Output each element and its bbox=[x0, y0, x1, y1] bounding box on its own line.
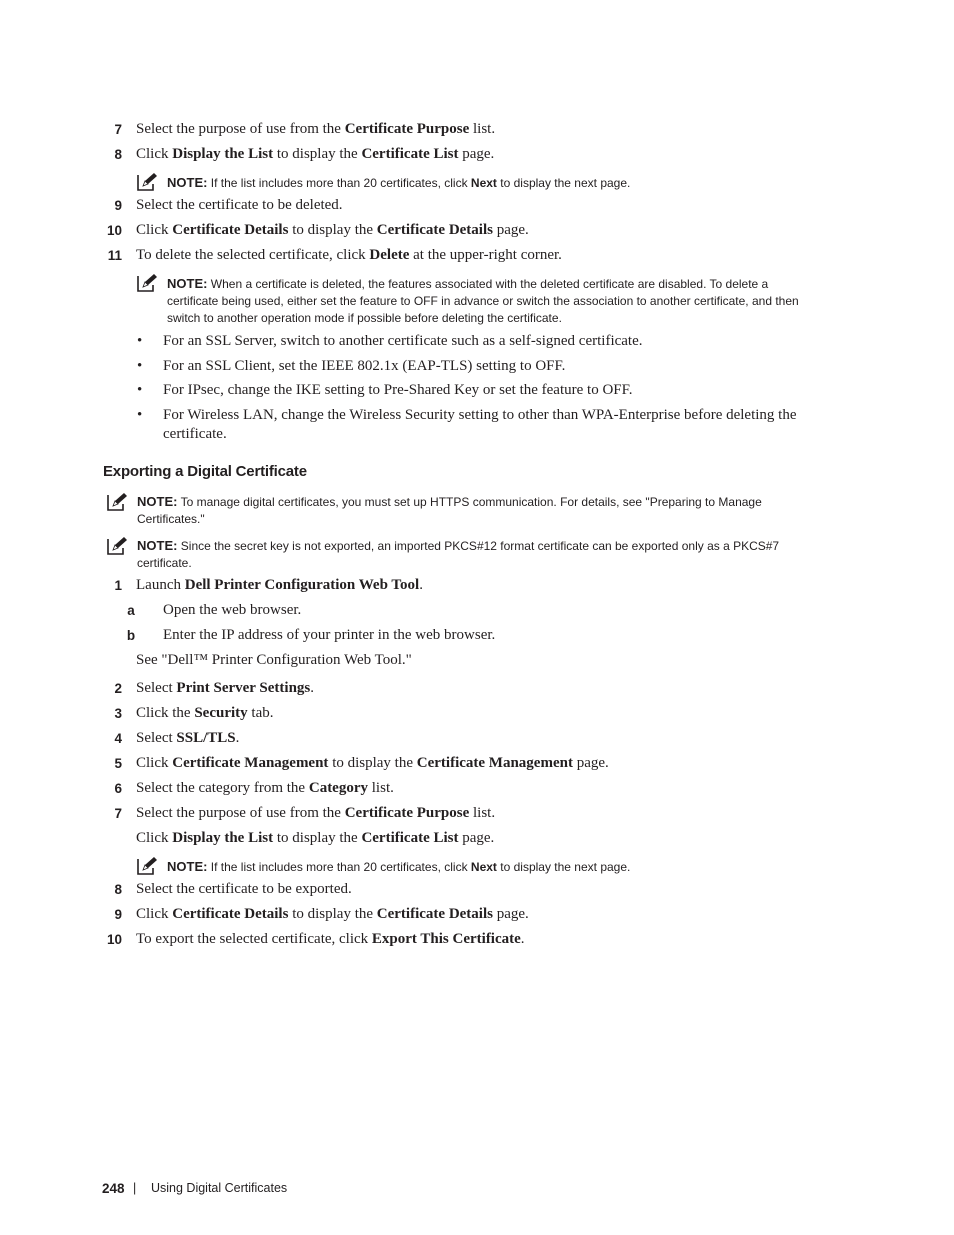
note-text-line: Certificates." bbox=[137, 512, 205, 526]
step-number: 10 bbox=[106, 932, 122, 947]
step-number: 2 bbox=[114, 681, 122, 696]
text-run: Launch bbox=[136, 577, 185, 593]
step-text bbox=[136, 145, 494, 164]
note-text bbox=[207, 176, 630, 190]
bullet-symbol: • bbox=[137, 382, 143, 398]
text-run: Select the certificate to be deleted. bbox=[136, 197, 343, 213]
emphasized-term: Certificate Details bbox=[172, 906, 289, 922]
emphasized-term: Category bbox=[308, 780, 369, 796]
step-text bbox=[136, 221, 529, 240]
text-run: Click the bbox=[136, 705, 195, 721]
emphasized-term: Certificate List bbox=[361, 830, 459, 846]
step-text bbox=[136, 120, 495, 139]
step-text bbox=[136, 930, 525, 949]
note-text-line: switch to another operation mode if possible before deleting the certificate. bbox=[167, 311, 562, 325]
note-pencil-icon bbox=[137, 857, 157, 875]
step-text bbox=[136, 779, 394, 798]
text-run: to display the bbox=[273, 146, 362, 162]
text-run: list. bbox=[368, 780, 394, 796]
text-run: . bbox=[310, 680, 315, 696]
emphasized-term: Security bbox=[194, 705, 248, 721]
text-run: Select the purpose of use from the bbox=[136, 121, 345, 137]
emphasized-term: Certificate Details bbox=[172, 222, 289, 238]
emphasized-term: SSL/TLS bbox=[176, 730, 236, 746]
step-number: 9 bbox=[114, 198, 122, 213]
step-text bbox=[136, 246, 562, 265]
text-run: to display the bbox=[288, 222, 377, 238]
note-text bbox=[207, 860, 630, 874]
text-run: to display the next page. bbox=[496, 176, 631, 190]
text-run: list. bbox=[469, 121, 496, 137]
note bbox=[167, 858, 630, 876]
emphasized-term: Certificate Details bbox=[376, 906, 493, 922]
step-text bbox=[136, 576, 423, 595]
emphasized-term: Certificate Management bbox=[416, 755, 573, 771]
step-number: 10 bbox=[106, 223, 122, 238]
text-run: page. bbox=[492, 906, 529, 922]
step-text bbox=[136, 829, 494, 848]
text-run: page. bbox=[572, 755, 609, 771]
note-label: NOTE: bbox=[137, 494, 178, 509]
step-text bbox=[136, 905, 529, 924]
emphasized-term: Certificate Management bbox=[172, 755, 329, 771]
step-number: 7 bbox=[114, 806, 122, 821]
step-number: 1 bbox=[114, 578, 122, 593]
text-run: To delete the selected certificate, click bbox=[136, 247, 370, 263]
step-text bbox=[136, 729, 239, 748]
step-number: 4 bbox=[114, 731, 122, 746]
text-run: Click bbox=[136, 146, 173, 162]
text-run: page. bbox=[492, 222, 529, 238]
note-pencil-icon bbox=[137, 173, 157, 191]
emphasized-term: Next bbox=[470, 860, 497, 874]
note-pencil-icon bbox=[137, 274, 157, 292]
bullet-symbol: • bbox=[137, 333, 143, 349]
text-run: Select the category from the bbox=[136, 780, 309, 796]
text-run: Select the certificate to be exported. bbox=[136, 881, 352, 897]
text-run: . bbox=[419, 577, 423, 593]
text-run: Select the purpose of use from the bbox=[136, 805, 345, 821]
note bbox=[137, 537, 837, 572]
step-number: 6 bbox=[114, 781, 122, 796]
bullet-text: For an SSL Server, switch to another certificate such as a self-signed certificate. bbox=[163, 333, 643, 349]
emphasized-term: Print Server Settings bbox=[176, 680, 311, 696]
text-run: If the list includes more than 20 certificates, click bbox=[207, 860, 471, 874]
text-run: to display the bbox=[273, 830, 362, 846]
note-label: NOTE: bbox=[167, 859, 208, 874]
note-text-line: certificate. bbox=[137, 556, 192, 570]
text-run: Select bbox=[136, 730, 177, 746]
note-text-line: When a certificate is deleted, the features associated with the deleted certificate are disabled. To delete a bbox=[207, 277, 769, 291]
text-run: Click bbox=[136, 830, 173, 846]
step-text bbox=[136, 804, 495, 823]
emphasized-term: Certificate List bbox=[361, 146, 459, 162]
bullet-symbol: • bbox=[137, 358, 143, 374]
note-label: NOTE: bbox=[137, 538, 178, 553]
note bbox=[167, 174, 630, 192]
substep-text: Enter the IP address of your printer in the web browser. bbox=[163, 627, 496, 643]
substep-letter: a bbox=[127, 603, 135, 618]
bullet-text: For Wireless LAN, change the Wireless Security setting to other than WPA-Enterprise before deleting the bbox=[163, 407, 797, 423]
note-pencil-icon bbox=[107, 537, 127, 555]
note bbox=[137, 493, 837, 528]
step-number: 8 bbox=[114, 147, 122, 162]
substep-letter: b bbox=[126, 628, 136, 643]
bullet-symbol: • bbox=[137, 407, 143, 423]
text-run: Select bbox=[136, 680, 177, 696]
note-text-line: Since the secret key is not exported, an imported PKCS#12 format certificate can be exported only as a PKCS#7 bbox=[177, 539, 780, 553]
step-text bbox=[136, 679, 314, 698]
text-run: Click bbox=[136, 222, 173, 238]
substep-text: Open the web browser. bbox=[163, 602, 302, 618]
see-reference-text: See "Dell™ Printer Configuration Web Tool." bbox=[136, 652, 412, 668]
emphasized-term: Certificate Details bbox=[376, 222, 493, 238]
note-pencil-icon bbox=[107, 493, 127, 511]
text-run: page. bbox=[458, 830, 495, 846]
step-number: 8 bbox=[114, 882, 122, 897]
note-text-line: To manage digital certificates, you must set up HTTPS communication. For details, see "Preparing to Manage bbox=[177, 495, 762, 509]
emphasized-term: Certificate Purpose bbox=[344, 121, 470, 137]
text-run: If the list includes more than 20 certificates, click bbox=[207, 176, 471, 190]
bullet-text: For IPsec, change the IKE setting to Pre-Shared Key or set the feature to OFF. bbox=[163, 382, 633, 398]
emphasized-term: Certificate Purpose bbox=[344, 805, 470, 821]
text-run: Click bbox=[136, 906, 173, 922]
text-run: . bbox=[235, 730, 240, 746]
note-text-line: certificate being used, either set the feature to OFF in advance or switch the association to another certificate, and then bbox=[167, 294, 799, 308]
footer-section-title: Using Digital Certificates bbox=[151, 1181, 288, 1195]
text-run: To export the selected certificate, click bbox=[136, 931, 372, 947]
emphasized-term: Next bbox=[470, 176, 497, 190]
emphasized-term: Export This Certificate bbox=[371, 931, 521, 947]
text-run: . bbox=[520, 931, 525, 947]
emphasized-term: Display the List bbox=[172, 146, 274, 162]
step-number: 11 bbox=[107, 248, 122, 263]
text-run: Click bbox=[136, 755, 173, 771]
section-heading: Exporting a Digital Certificate bbox=[103, 463, 307, 480]
text-run: to display the next page. bbox=[496, 860, 631, 874]
emphasized-term: Delete bbox=[369, 247, 410, 263]
step-number: 5 bbox=[114, 756, 122, 771]
footer-separator: | bbox=[133, 1181, 137, 1195]
page-number: 248 bbox=[102, 1181, 125, 1196]
step-number: 3 bbox=[114, 706, 122, 721]
emphasized-term: Display the List bbox=[172, 830, 274, 846]
text-run: tab. bbox=[247, 705, 274, 721]
bullet-text: For an SSL Client, set the IEEE 802.1x (EAP-TLS) setting to OFF. bbox=[163, 358, 566, 374]
text-run: to display the bbox=[328, 755, 417, 771]
step-text bbox=[136, 196, 343, 215]
emphasized-term: Dell Printer Configuration Web Tool bbox=[184, 577, 420, 593]
text-run: page. bbox=[458, 146, 495, 162]
text-run: at the upper-right corner. bbox=[409, 247, 562, 263]
step-text bbox=[136, 880, 352, 899]
note-label: NOTE: bbox=[167, 276, 208, 291]
step-number: 7 bbox=[114, 122, 122, 137]
step-text bbox=[136, 754, 609, 773]
step-number: 9 bbox=[114, 907, 122, 922]
step-text bbox=[136, 704, 273, 723]
text-run: list. bbox=[469, 805, 496, 821]
bullet-text: certificate. bbox=[163, 426, 227, 442]
text-run: to display the bbox=[288, 906, 377, 922]
note bbox=[167, 275, 857, 327]
note-label: NOTE: bbox=[167, 175, 208, 190]
